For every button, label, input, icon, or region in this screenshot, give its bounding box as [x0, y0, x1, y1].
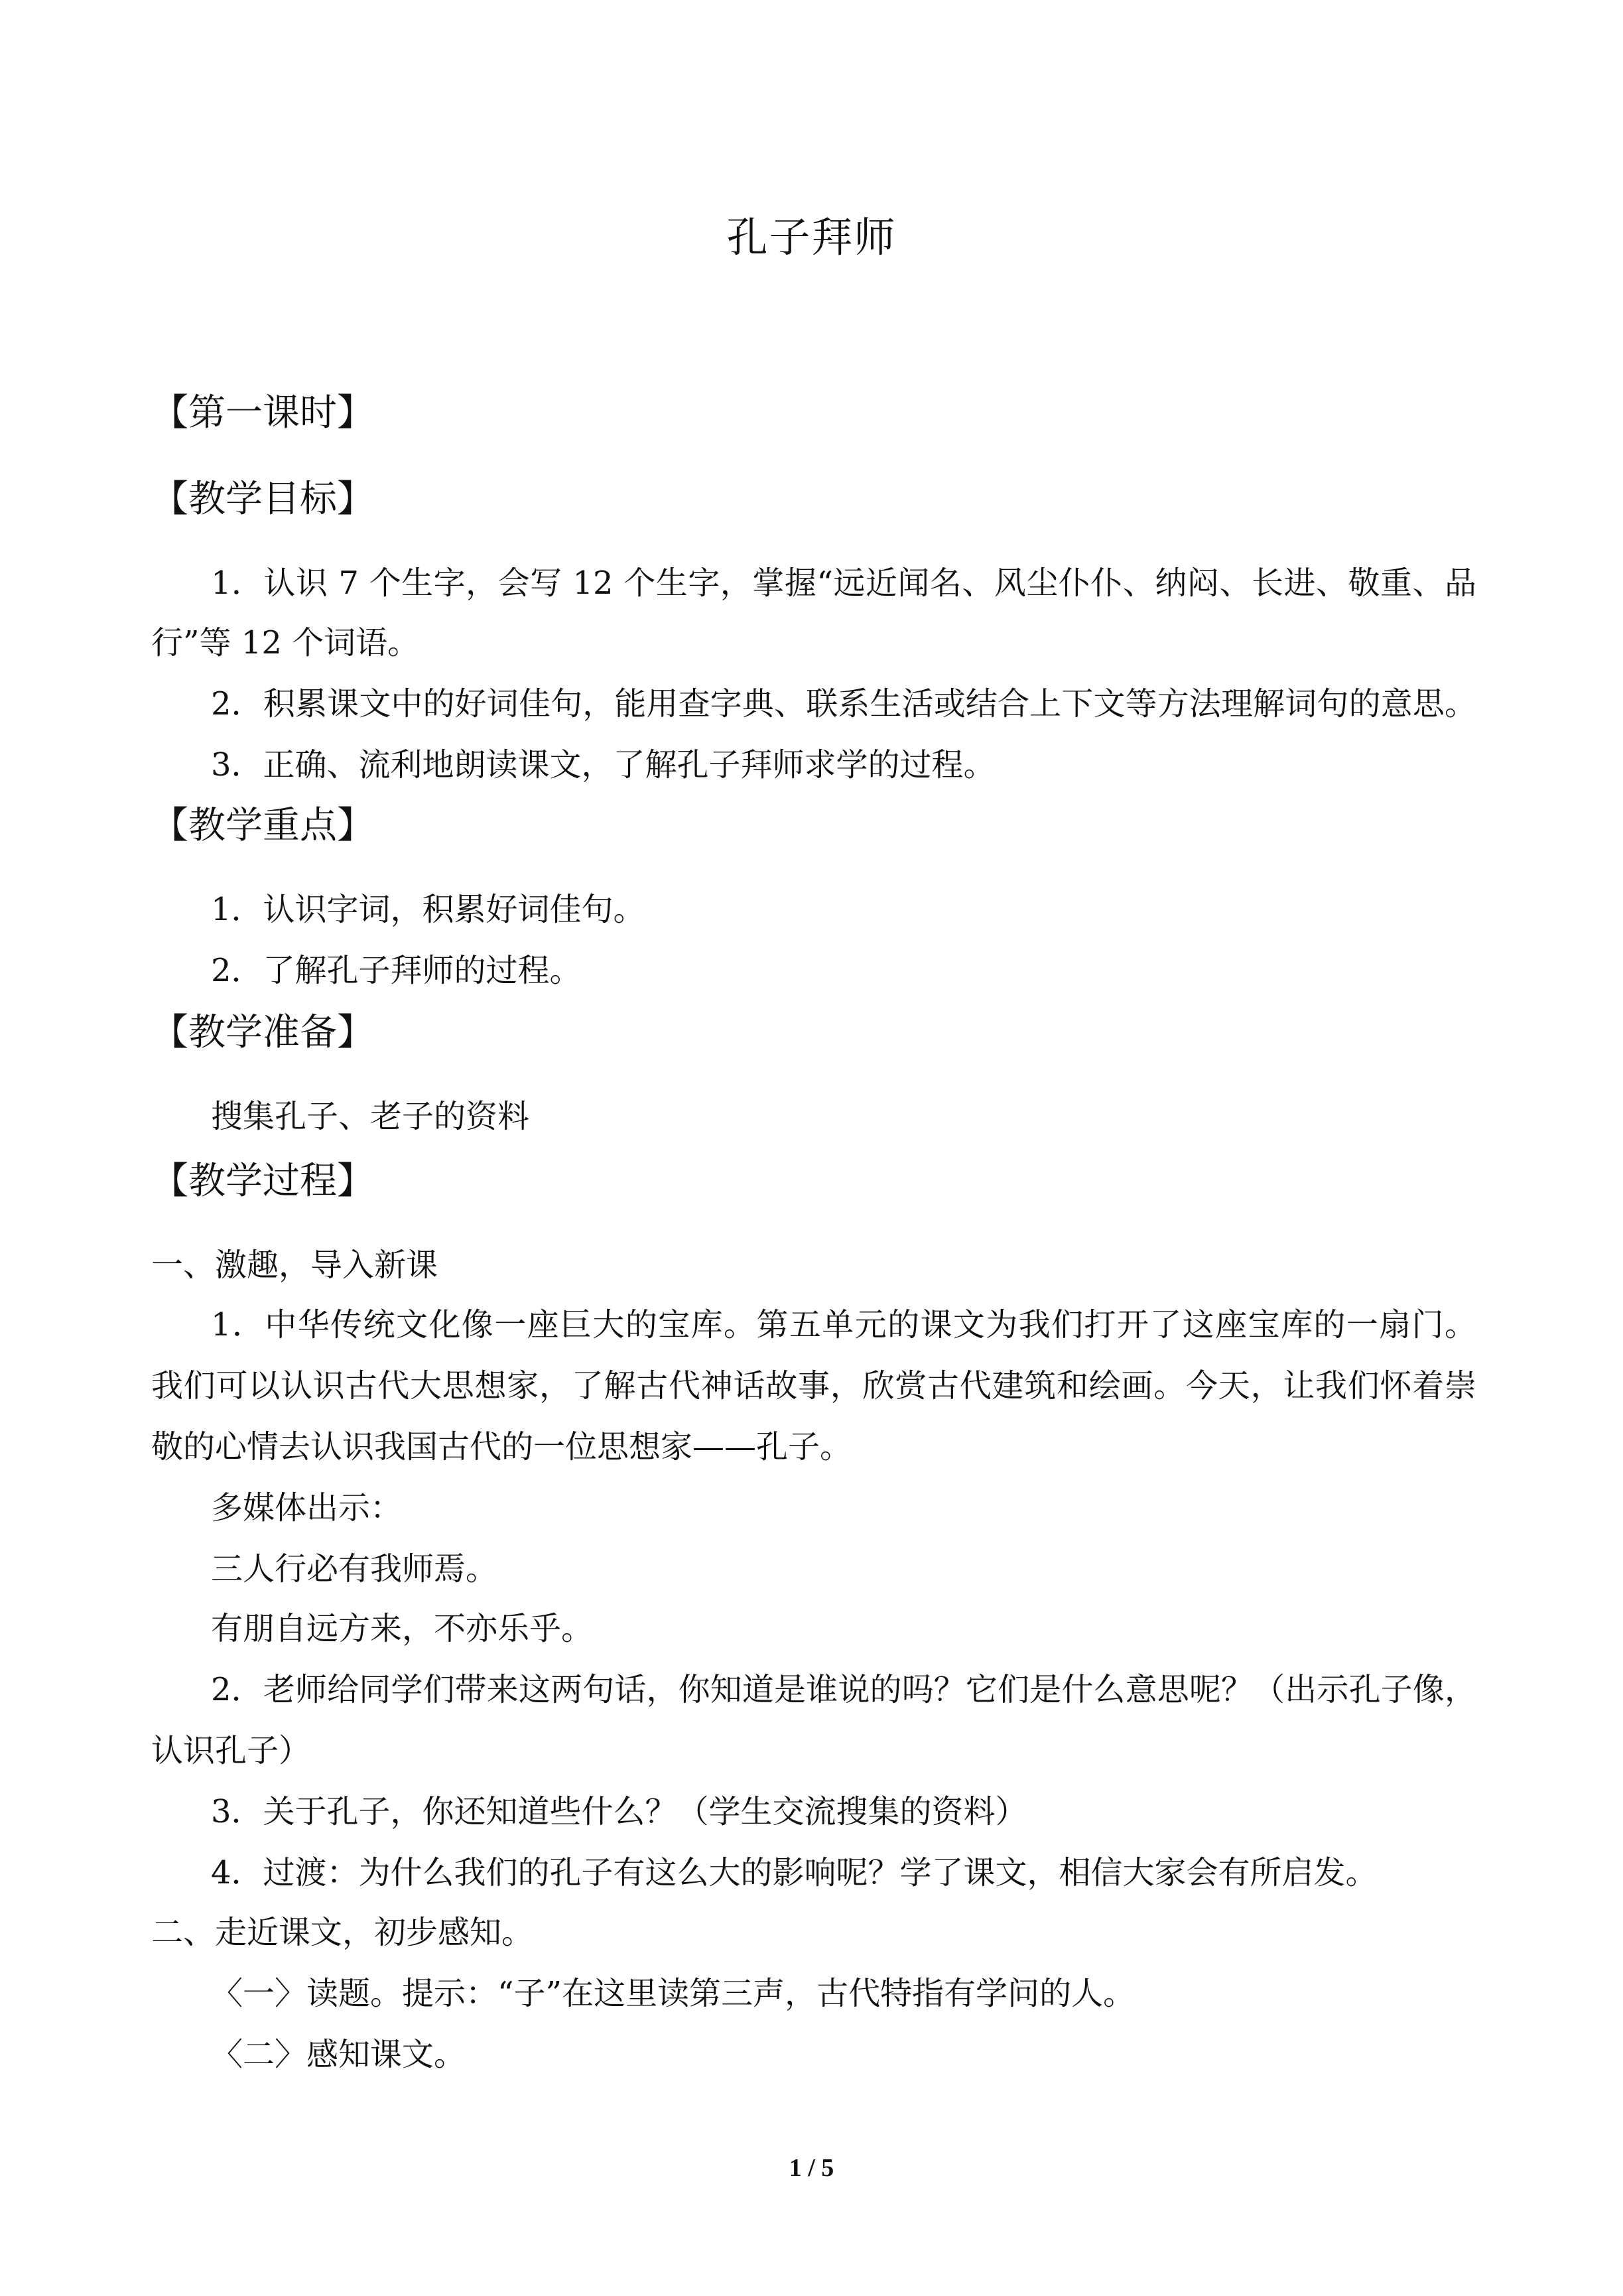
focus-line-2: 2．了解孔子拜师的过程。 — [211, 952, 582, 989]
goals-heading: 【教学目标】 — [151, 478, 374, 521]
quote-2: 有朋自远方来，不亦乐乎。 — [211, 1610, 594, 1647]
page-number: 1 / 5 — [789, 2154, 834, 2182]
process-p1-line-3: 敬的心情去认识我国古代的一位思想家——孔子。 — [151, 1428, 852, 1465]
process-sub-2: 〈二〉感知课文。 — [211, 2036, 466, 2073]
prep-line: 搜集孔子、老子的资料 — [211, 1098, 530, 1135]
lesson-heading: 【第一课时】 — [151, 391, 374, 435]
process-part-1: 一、激趣，导入新课 — [151, 1247, 438, 1284]
process-p1-line-1: 1．中华传统文化像一座巨大的宝库。第五单元的课文为我们打开了这座宝库的一扇门。 — [211, 1306, 1476, 1343]
goal-line-1: 1．认识 7 个生字，会写 12 个生字，掌握“远近闻名、风尘仆仆、纳闷、长进、敬重、品 — [211, 565, 1476, 602]
goal-line-2: 2．积累课文中的好词佳句，能用查字典、联系生活或结合上下文等方法理解词句的意思。 — [211, 685, 1476, 722]
process-p1-line-2: 我们可以认识古代大思想家，了解古代神话故事，欣赏古代建筑和绘画。今天，让我们怀着崇 — [151, 1367, 1476, 1404]
goal-line-1-cont: 行”等 12 个词语。 — [151, 624, 420, 661]
focus-line-1: 1．认识字词，积累好词佳句。 — [211, 891, 645, 928]
process-sub-1: 〈一〉读题。提示：“子”在这里读第三声，古代特指有学问的人。 — [211, 1975, 1136, 2012]
focus-heading: 【教学重点】 — [151, 804, 374, 847]
process-part-2: 二、走近课文，初步感知。 — [151, 1914, 534, 1951]
process-p4: 4．过渡：为什么我们的孔子有这么大的影响呢？学了课文，相信大家会有所启发。 — [211, 1854, 1378, 1891]
goal-line-3: 3．正确、流利地朗读课文，了解孔子拜师求学的过程。 — [211, 746, 996, 783]
prep-heading: 【教学准备】 — [151, 1011, 374, 1054]
media-label: 多媒体出示： — [211, 1489, 403, 1526]
quote-1: 三人行必有我师焉。 — [211, 1550, 498, 1587]
document-title: 孔子拜师 — [726, 213, 897, 261]
process-heading: 【教学过程】 — [151, 1160, 374, 1203]
process-p3: 3．关于孔子，你还知道些什么？（学生交流搜集的资料） — [211, 1793, 1027, 1830]
process-p2-line-1: 2．老师给同学们带来这两句话，你知道是谁说的吗？它们是什么意思呢？（出示孔子像， — [211, 1671, 1476, 1708]
process-p2-line-2: 认识孔子） — [151, 1732, 311, 1769]
